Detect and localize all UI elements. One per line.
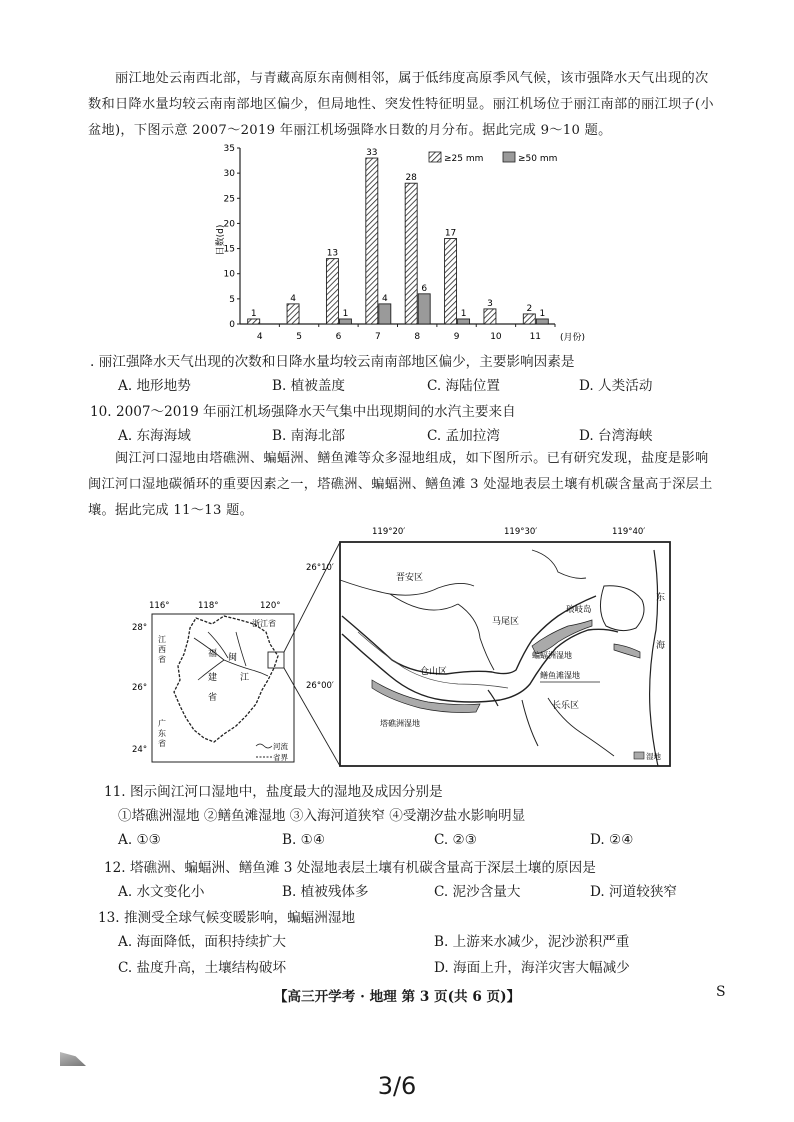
q11-option-a: A. ①③ [118, 832, 161, 848]
label-changle: 长乐区 [552, 701, 580, 711]
legend-wetland-swatch [634, 752, 644, 759]
corner-mark: S [716, 984, 726, 1000]
q13-option-c: C. 盐度升高，土壤结构破坏 [118, 960, 287, 976]
data-label-25mm-11: 2 [526, 303, 533, 314]
scan-artifact [60, 1052, 86, 1066]
label-jx1: 江 [158, 635, 166, 644]
q9-option-c: C. 海陆位置 [427, 378, 500, 394]
label-shanyu: 鳝鱼滩湿地 [540, 671, 580, 680]
q13-option-b: B. 上游来水减少，泥沙淤积严重 [434, 934, 630, 950]
label-gd3: 省 [158, 739, 166, 748]
label-jinan: 晋安区 [396, 573, 424, 583]
label-fj1: 福 [208, 649, 218, 659]
bar-50mm-11 [536, 319, 548, 324]
y-axis-label: 日数(d) [216, 224, 226, 256]
chart-legend [429, 152, 557, 164]
q10-stem: 10. 2007～2019 年丽江机场强降水天气集中出现期间的水汽主要来自 [90, 404, 516, 420]
q12-option-a: A. 水文变化小 [118, 884, 205, 900]
label-fj2: 建 [208, 673, 218, 683]
x-tick-label-8: 8 [414, 332, 421, 342]
bar-50mm-8 [418, 294, 430, 324]
q9-option-d: D. 人类活动 [579, 378, 653, 394]
x-tick-label-7: 7 [374, 332, 381, 342]
inset-lat-28: 28° [132, 623, 148, 633]
intro-paragraph-2: 闽江河口湿地由塔礁洲、蝙蝠洲、鳝鱼滩等众多湿地组成，如下图所示。已有研究发现，盐度是影响闽江河口湿地碳循环的重要因素之一，塔礁洲、蝙蝠洲、鳝鱼滩 3 处湿地表层土壤有机碳含量高于深层土壤。据此完成 11～13 题。 [88, 451, 713, 518]
data-label-25mm-10: 3 [487, 298, 493, 309]
label-cangshan: 仓山区 [420, 667, 448, 677]
rainfall-bar-chart [215, 140, 585, 352]
label-sea-1: 东 [656, 593, 666, 603]
label-mj2: 江 [240, 673, 250, 683]
y-tick-label-0: 0 [229, 320, 235, 330]
page-footer: 【高三开学考 · 地理 第 3 页(共 6 页)】 [273, 989, 521, 1005]
q13-option-a: A. 海面降低，面积持续扩大 [118, 934, 286, 950]
minjiang-estuary-map [128, 520, 676, 772]
x-tick-label-10: 10 [490, 332, 502, 342]
detail-map [306, 527, 670, 766]
q11-option-c: C. ②③ [434, 832, 477, 848]
y-tick-label-2: 10 [223, 269, 235, 280]
inset-map [132, 601, 294, 762]
y-tick-label-6: 30 [223, 169, 235, 180]
x-tick-label-11: 11 [529, 332, 542, 342]
q9-option-a: A. 地形地势 [118, 378, 191, 394]
page-number: 3/6 [377, 1072, 417, 1100]
inset-lat-26: 26° [132, 683, 148, 693]
label-mawei: 马尾区 [492, 617, 520, 627]
legend-swatch-50 [503, 152, 515, 162]
bar-50mm-6 [339, 319, 351, 324]
bar-25mm-9 [445, 239, 457, 324]
data-label-50mm-11: 1 [539, 308, 546, 319]
q9-option-b: B. 植被盖度 [272, 378, 346, 394]
bar-50mm-9 [458, 319, 470, 324]
bar-25mm-10 [484, 309, 496, 324]
label-fj3: 省 [208, 693, 218, 703]
y-tick-label-7: 35 [223, 144, 235, 154]
lon-119-30: 119°30′ [504, 527, 538, 537]
data-label-25mm-4: 1 [250, 308, 257, 319]
x-tick-label-9: 9 [453, 332, 460, 342]
label-gd2: 东 [158, 729, 166, 738]
q11-stem: 11. 图示闽江河口湿地中，盐度最大的湿地及成因分别是 [104, 784, 443, 800]
lat-26-00: 26°00′ [306, 681, 334, 691]
label-jx3: 省 [158, 655, 166, 664]
legend-river-label: 河流 [273, 742, 288, 751]
q12-option-c: C. 泥沙含量大 [434, 884, 521, 900]
data-label-25mm-8: 28 [405, 173, 417, 184]
bar-25mm-11 [523, 314, 535, 324]
x-tick-label-6: 6 [335, 332, 342, 342]
inset-lon-118: 118° [198, 601, 219, 611]
label-langqi: 琅岐岛 [566, 605, 592, 615]
data-label-25mm-6: 13 [326, 248, 339, 259]
y-tick-label-5: 25 [223, 194, 235, 205]
data-label-25mm-5: 4 [290, 293, 296, 304]
lat-26-10: 26°10′ [306, 563, 334, 573]
lon-119-40: 119°40′ [612, 527, 646, 537]
q12-option-d: D. 河道较狭窄 [590, 884, 678, 900]
label-sea-2: 海 [656, 641, 666, 651]
label-mj1: 闽 [228, 653, 238, 663]
x-tick-label-4: 4 [256, 332, 263, 342]
bar-25mm-6 [326, 259, 338, 324]
q13-option-d: D. 海面上升，海洋灾害大幅减少 [434, 960, 630, 976]
legend-swatch-25 [429, 152, 441, 162]
q11-option-d: D. ②④ [590, 832, 634, 848]
legend-wetland-label: 湿地 [646, 752, 661, 761]
label-tajiao: 塔礁洲湿地 [380, 719, 420, 728]
bar-25mm-8 [405, 183, 417, 324]
bar-25mm-4 [248, 319, 260, 324]
legend-label-50: ≥50 mm [518, 154, 558, 164]
y-tick-label-3: 15 [223, 244, 235, 255]
q11-sub-items: ①塔礁洲湿地 ②鳝鱼滩湿地 ③入海河道狭窄 ④受潮汐盐水影响明显 [118, 808, 526, 824]
data-label-50mm-6: 1 [342, 308, 349, 319]
q10-option-d: D. 台湾海峡 [579, 428, 653, 444]
label-gd1: 广 [158, 719, 166, 728]
q12-option-b: B. 植被残体多 [282, 884, 369, 900]
q11-option-b: B. ①④ [282, 832, 326, 848]
q10-option-c: C. 孟加拉湾 [427, 428, 500, 444]
bar-25mm-7 [366, 158, 378, 324]
chart-axes [240, 148, 558, 324]
bar-25mm-5 [287, 304, 299, 324]
connector-top [284, 542, 340, 652]
x-axis-label: (月份) [560, 333, 585, 343]
label-jx2: 西 [158, 645, 166, 654]
q10-option-b: B. 南海北部 [272, 428, 346, 444]
inset-lon-116: 116° [149, 601, 170, 611]
data-label-50mm-8: 6 [421, 283, 428, 294]
q13-stem: 13. 推测受全球气候变暖影响，蝙蝠洲湿地 [98, 910, 356, 926]
q9-stem: . 丽江强降水天气出现的次数和日降水量均较云南南部地区偏少，主要影响因素是 [90, 354, 575, 370]
inset-lat-24: 24° [132, 745, 148, 755]
inset-lon-120: 120° [260, 601, 281, 611]
q10-option-a: A. 东海海域 [118, 428, 191, 444]
x-tick-label-5: 5 [296, 332, 302, 342]
data-label-25mm-7: 33 [366, 148, 378, 159]
lon-119-20: 119°20′ [372, 527, 406, 537]
label-zhejiang: 浙江省 [252, 619, 276, 628]
intro-paragraph-1: 丽江地处云南西北部，与青藏高原东南侧相邻，属于低纬度高原季风气候，该市强降水天气出现的次数和日降水量均较云南南部地区偏少，但局地性、突发性特征明显。丽江机场位于丽江南部的丽江坝子(小盆地)，下图示意 2007～2019 年丽江机场强降水日数的月分布。据此完成 9～10 题。 [88, 71, 714, 138]
legend-label-25: ≥25 mm [444, 154, 484, 164]
y-tick-label-1: 5 [229, 294, 235, 305]
y-tick-label-4: 20 [223, 219, 235, 230]
q12-stem: 12. 塔礁洲、蝙蝠洲、鳝鱼滩 3 处湿地表层土壤有机碳含量高于深层土壤的原因是 [104, 860, 596, 876]
data-label-50mm-9: 1 [460, 308, 467, 319]
data-label-25mm-9: 17 [444, 228, 457, 239]
label-bianfu: 蝙蝠洲湿地 [532, 651, 572, 660]
data-label-50mm-7: 4 [381, 293, 388, 304]
legend-border-label: 省界 [273, 753, 288, 762]
bar-50mm-7 [379, 304, 391, 324]
